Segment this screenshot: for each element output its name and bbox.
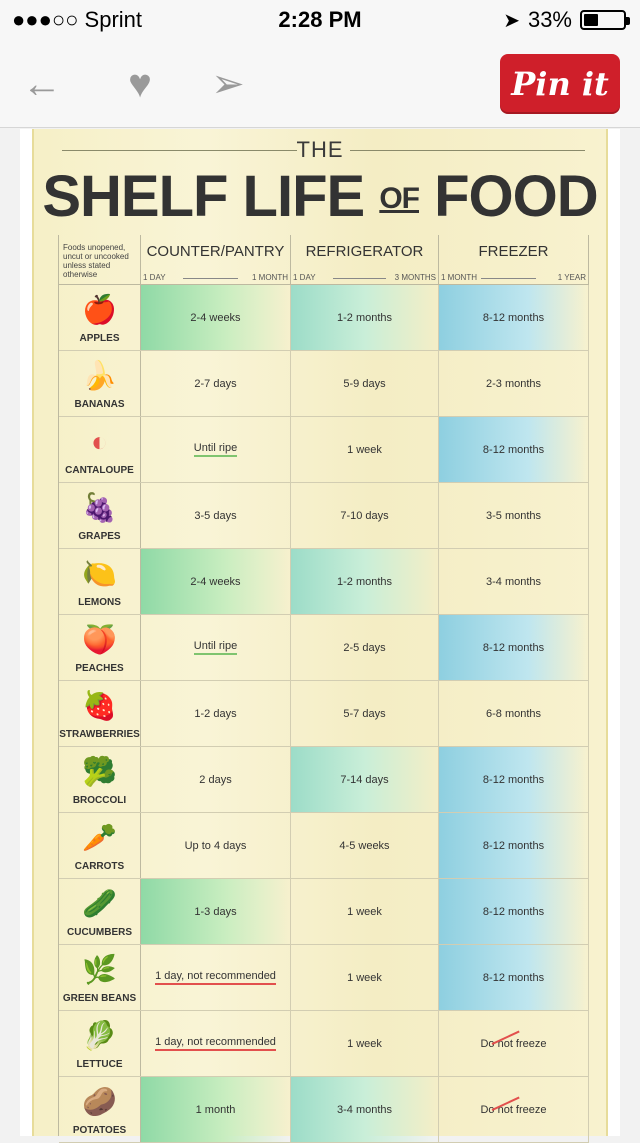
table-row xyxy=(59,681,589,747)
food-icon: 🥕 xyxy=(82,822,117,853)
food-icon: 🍑 xyxy=(82,624,117,655)
freezer-cell xyxy=(439,549,589,614)
freezer-value: 3-5 months xyxy=(485,509,542,522)
pantry-value: 1 day, not recommended xyxy=(155,1036,276,1051)
food-name: CUCUMBERS xyxy=(67,927,132,938)
back-arrow-icon[interactable]: ← xyxy=(22,62,62,106)
food-icon: ◐ xyxy=(91,426,108,457)
freezer-value: 8-12 months xyxy=(482,641,545,654)
fridge-cell xyxy=(291,417,439,482)
freezer-value: 8-12 months xyxy=(482,773,545,786)
food-icon: 🥔 xyxy=(82,1086,117,1117)
fridge-value: 7-10 days xyxy=(340,509,389,522)
table-row xyxy=(59,1011,589,1077)
title-of: OF xyxy=(379,182,419,215)
fridge-value: 1 week xyxy=(347,443,382,456)
table-row xyxy=(59,813,589,879)
pantry-value: 2-7 days xyxy=(194,377,237,390)
pantry-value: 3-5 days xyxy=(194,509,237,522)
fridge-cell xyxy=(291,747,439,812)
freezer-cell xyxy=(439,351,589,416)
header-pantry: COUNTER/PANTRY 1 DAY 1 MONTH xyxy=(141,235,291,285)
fridge-value: 1-2 months xyxy=(336,575,393,588)
food-name: LEMONS xyxy=(78,597,121,608)
shelf-life-table xyxy=(58,235,588,1136)
pantry-value: Until ripe xyxy=(194,640,237,655)
freezer-cell xyxy=(439,1077,589,1142)
pantry-cell xyxy=(141,1011,291,1076)
pantry-cell xyxy=(141,549,291,614)
food-icon: 🌿 xyxy=(82,954,117,985)
food-icon: 🍋 xyxy=(82,558,117,589)
pin-image xyxy=(20,129,620,1136)
food-icon: 🥒 xyxy=(82,888,117,919)
table-row xyxy=(59,747,589,813)
food-name: LETTUCE xyxy=(76,1059,123,1070)
freezer-cell xyxy=(439,813,589,878)
food-cell xyxy=(59,747,141,812)
food-cell xyxy=(59,615,141,680)
fridge-value: 1 week xyxy=(347,905,382,918)
freezer-cell xyxy=(439,747,589,812)
fridge-cell xyxy=(291,813,439,878)
food-name: CARROTS xyxy=(74,861,125,872)
food-name: GREEN BEANS xyxy=(62,993,137,1004)
header-note: Foods unopened, uncut or uncooked unless stated otherwise xyxy=(63,243,129,279)
table-row xyxy=(59,879,589,945)
food-icon: 🍌 xyxy=(82,360,117,391)
pantry-cell xyxy=(141,483,291,548)
heart-icon[interactable]: ♥ xyxy=(128,62,152,106)
food-cell xyxy=(59,681,141,746)
table-row xyxy=(59,417,589,483)
food-cell xyxy=(59,417,141,482)
header-note-cell xyxy=(59,235,141,285)
poster-the: THE xyxy=(296,137,344,162)
pin-it-button[interactable]: Pin it xyxy=(500,54,620,114)
table-row xyxy=(59,483,589,549)
pantry-value: Up to 4 days xyxy=(184,839,247,852)
header-label: FREEZER xyxy=(478,243,549,260)
freezer-cell xyxy=(439,879,589,944)
clock: 2:28 PM xyxy=(278,7,362,32)
freezer-value: 8-12 months xyxy=(482,839,545,852)
toolbar xyxy=(0,40,640,128)
freezer-value: 8-12 months xyxy=(482,311,545,324)
pantry-value: 1 month xyxy=(195,1103,236,1116)
food-name: CANTALOUPE xyxy=(65,465,134,476)
fridge-value: 1 week xyxy=(347,971,382,984)
food-name: STRAWBERRIES xyxy=(59,729,140,740)
table-row xyxy=(59,945,589,1011)
pantry-value: 1-3 days xyxy=(194,905,237,918)
fridge-value: 5-9 days xyxy=(343,377,386,390)
fridge-cell xyxy=(291,681,439,746)
table-row xyxy=(59,549,589,615)
food-cell xyxy=(59,1011,141,1076)
freezer-cell xyxy=(439,285,589,350)
freezer-cell xyxy=(439,681,589,746)
pantry-cell xyxy=(141,747,291,812)
pantry-value: 2 days xyxy=(199,773,232,786)
freezer-value: 2-3 months xyxy=(485,377,542,390)
fridge-value: 3-4 months xyxy=(336,1103,393,1116)
food-icon: 🥬 xyxy=(82,1020,117,1051)
fridge-value: 7-14 days xyxy=(340,773,389,786)
header-label: COUNTER/PANTRY xyxy=(146,243,285,260)
pantry-cell xyxy=(141,351,291,416)
food-icon: 🍇 xyxy=(82,492,117,523)
food-name: APPLES xyxy=(79,333,120,344)
battery-fill xyxy=(584,14,598,26)
food-cell xyxy=(59,945,141,1010)
pantry-value: 2-4 weeks xyxy=(190,575,241,588)
fridge-value: 1-2 months xyxy=(336,311,393,324)
title-left: SHELF LIFE xyxy=(42,164,365,229)
send-icon[interactable]: ➢ xyxy=(211,62,245,106)
pantry-cell xyxy=(141,945,291,1010)
title-right: FOOD xyxy=(434,164,598,229)
pantry-cell xyxy=(141,1077,291,1142)
freezer-cell xyxy=(439,945,589,1010)
header-label: REFRIGERATOR xyxy=(305,243,424,260)
status-right xyxy=(503,7,626,33)
fridge-cell xyxy=(291,1077,439,1142)
food-cell xyxy=(59,351,141,416)
fridge-cell xyxy=(291,351,439,416)
food-name: PEACHES xyxy=(75,663,124,674)
poster-title xyxy=(34,163,606,230)
fridge-cell xyxy=(291,1011,439,1076)
pantry-cell xyxy=(141,879,291,944)
freezer-value: 3-4 months xyxy=(485,575,542,588)
pantry-cell xyxy=(141,681,291,746)
freezer-value: Do not freeze xyxy=(480,1037,547,1050)
fridge-value: 4-5 weeks xyxy=(339,839,390,852)
fridge-cell xyxy=(291,879,439,944)
freezer-cell xyxy=(439,483,589,548)
freezer-value: 8-12 months xyxy=(482,971,545,984)
fridge-cell xyxy=(291,549,439,614)
food-name: GRAPES xyxy=(78,531,121,542)
food-name: BANANAS xyxy=(74,399,125,410)
table-row xyxy=(59,351,589,417)
food-cell xyxy=(59,879,141,944)
freezer-value: 8-12 months xyxy=(482,443,545,456)
fridge-cell xyxy=(291,615,439,680)
freezer-cell xyxy=(439,615,589,680)
food-name: BROCCOLI xyxy=(72,795,127,806)
freezer-value: 8-12 months xyxy=(482,905,545,918)
freezer-value: 6-8 months xyxy=(485,707,542,720)
pantry-value: 1 day, not recommended xyxy=(155,970,276,985)
pantry-value: Until ripe xyxy=(194,442,237,457)
freezer-value: Do not freeze xyxy=(480,1103,547,1116)
battery-icon xyxy=(580,10,626,30)
location-arrow-icon: ➤ xyxy=(503,9,520,32)
food-icon: 🍓 xyxy=(82,690,117,721)
fridge-cell xyxy=(291,483,439,548)
freezer-cell xyxy=(439,417,589,482)
header-refrigerator: REFRIGERATOR 1 DAY 3 MONTHS xyxy=(291,235,439,285)
food-name: POTATOES xyxy=(72,1125,127,1136)
pantry-cell xyxy=(141,813,291,878)
fridge-value: 5-7 days xyxy=(343,707,386,720)
table-row xyxy=(59,285,589,351)
pantry-value: 2-4 weeks xyxy=(190,311,241,324)
divider xyxy=(350,150,585,151)
food-cell xyxy=(59,549,141,614)
table-row xyxy=(59,1077,589,1143)
pantry-value: 1-2 days xyxy=(194,707,237,720)
food-cell xyxy=(59,285,141,350)
fridge-cell xyxy=(291,285,439,350)
food-cell xyxy=(59,813,141,878)
carrier-signal: ●●●○○ Sprint xyxy=(12,7,143,32)
food-cell xyxy=(59,1077,141,1142)
freezer-cell xyxy=(439,1011,589,1076)
fridge-value: 2-5 days xyxy=(343,641,386,654)
food-icon: 🥦 xyxy=(82,756,117,787)
shelf-life-poster xyxy=(32,129,608,1136)
food-cell xyxy=(59,483,141,548)
header-freezer: FREEZER 1 MONTH 1 YEAR xyxy=(439,235,589,285)
fridge-cell xyxy=(291,945,439,1010)
fridge-value: 1 week xyxy=(347,1037,382,1050)
pantry-cell xyxy=(141,417,291,482)
table-row xyxy=(59,615,589,681)
food-icon: 🍎 xyxy=(82,294,117,325)
battery-percent: 33% xyxy=(527,7,572,32)
pantry-cell xyxy=(141,285,291,350)
pantry-cell xyxy=(141,615,291,680)
status-bar xyxy=(0,0,640,40)
